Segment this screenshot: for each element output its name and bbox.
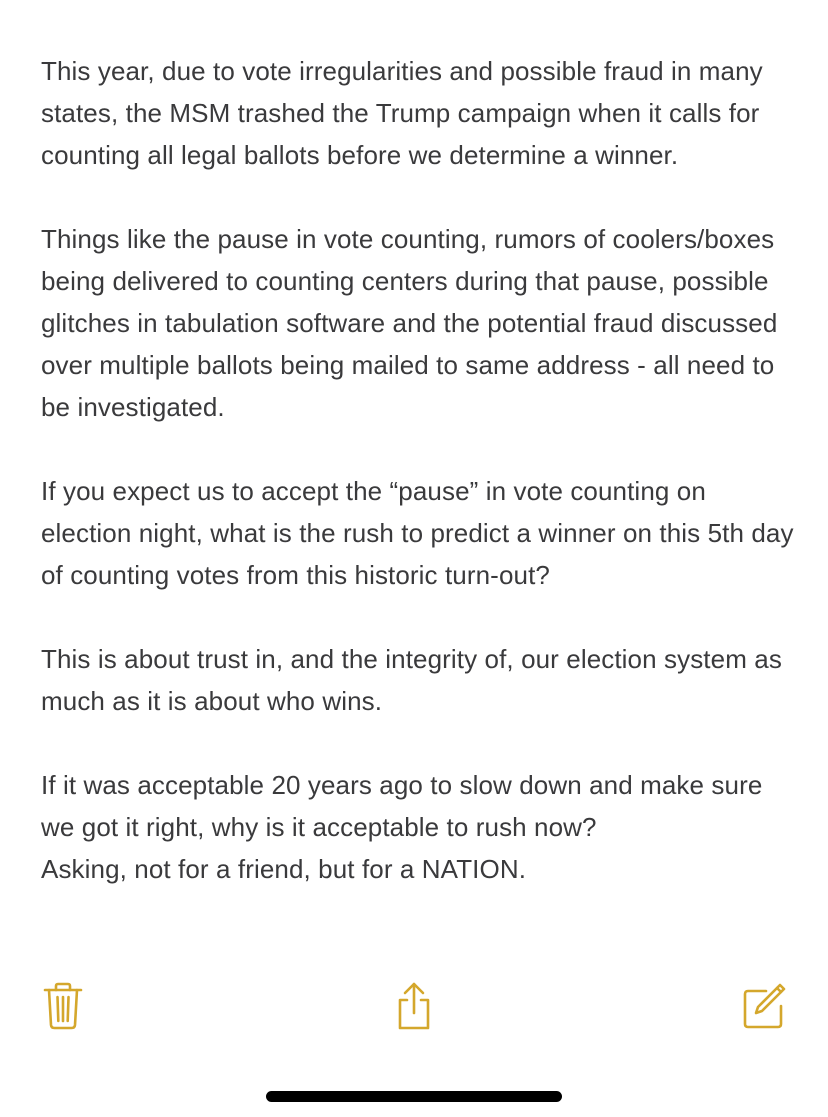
compose-icon	[740, 981, 786, 1031]
clipped-previous-line	[0, 0, 828, 8]
bottom-toolbar	[0, 978, 828, 1034]
note-paragraph: If you expect us to accept the “pause” in vote counting on election night, what is the rush to predict a winner on this 5th day of counting votes from this historic turn-out?	[41, 476, 794, 590]
note-paragraph: If it was acceptable 20 years ago to slow down and make sure we got it right, why is it acceptable to rush now? Asking, not for a friend, but for a NATION.	[41, 770, 763, 884]
share-icon	[393, 981, 435, 1031]
note-body[interactable]	[41, 50, 801, 890]
delete-button[interactable]	[37, 978, 89, 1034]
note-paragraph: This is about trust in, and the integrity of, our election system as much as it is about who wins.	[41, 644, 782, 716]
compose-button[interactable]	[737, 978, 789, 1034]
note-paragraph: Things like the pause in vote counting, rumors of coolers/boxes being delivered to counting centers during that pause, possible glitches in tabulation software and the potential fraud discussed over multiple ballots being mailed to same address - all need to be investigated.	[41, 224, 778, 422]
home-indicator[interactable]	[266, 1091, 562, 1102]
share-button[interactable]	[388, 978, 440, 1034]
trash-icon	[42, 981, 84, 1031]
note-paragraph: This year, due to vote irregularities and possible fraud in many states, the MSM trashed the Trump campaign when it calls for counting all legal ballots before we determine a winner.	[41, 56, 763, 170]
